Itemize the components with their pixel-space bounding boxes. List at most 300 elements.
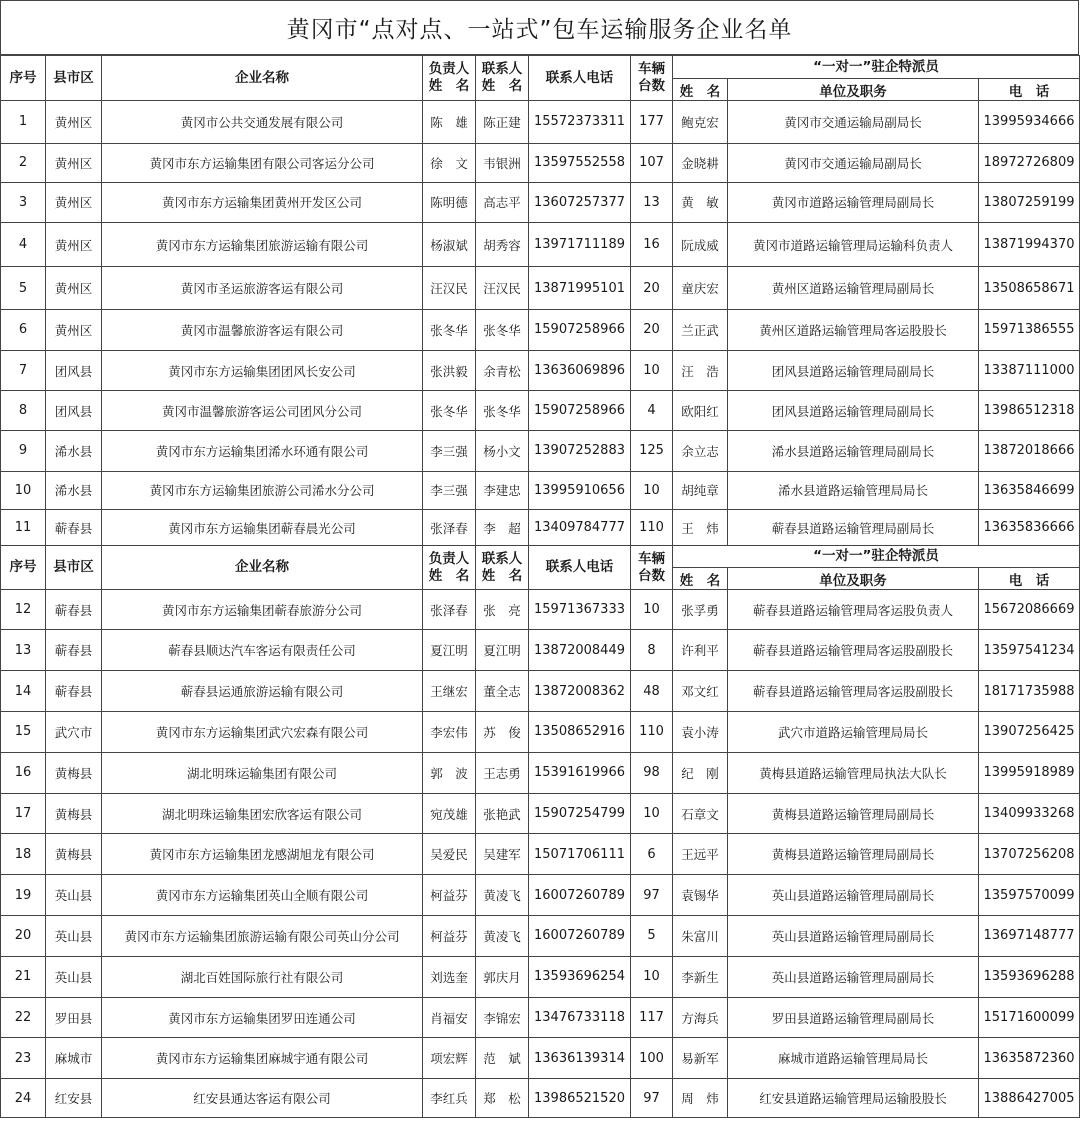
cell-envoy-phone: 13387111000 [979, 350, 1080, 391]
cell-seq: 5 [1, 267, 46, 310]
cell-vehicles: 10 [631, 956, 673, 997]
cell-manager: 陈明德 [423, 182, 476, 223]
cell-vehicles: 110 [631, 712, 673, 753]
cell-contact: 苏 俊 [476, 712, 529, 753]
header-contact [476, 546, 529, 590]
header-seq: 序号 [1, 546, 46, 590]
cell-phone: 15907258966 [529, 391, 631, 431]
cell-company: 湖北明珠运输集团宏欣客运有限公司 [102, 793, 423, 834]
cell-contact: 范 斌 [476, 1038, 529, 1079]
header-phone: 联系人电话 [529, 546, 631, 590]
cell-county: 黄州区 [46, 101, 102, 144]
cell-vehicles: 16 [631, 223, 673, 267]
header-manager [423, 56, 476, 101]
cell-seq: 8 [1, 391, 46, 431]
cell-envoy-phone: 13995918989 [979, 752, 1080, 793]
cell-county: 黄梅县 [46, 793, 102, 834]
cell-envoy-name: 方海兵 [673, 997, 728, 1038]
cell-company: 黄冈市东方运输集团蕲春旅游分公司 [102, 590, 423, 630]
cell-envoy-phone: 13872018666 [979, 430, 1080, 471]
cell-company: 黄冈市东方运输集团旅游运输有限公司英山分公司 [102, 916, 423, 957]
cell-company: 黄冈市东方运输集团旅游运输有限公司 [102, 223, 423, 267]
cell-envoy-name: 阮成威 [673, 223, 728, 267]
cell-phone: 13409784777 [529, 509, 631, 546]
cell-company: 黄冈市东方运输集团有限公司客运分公司 [102, 143, 423, 182]
cell-seq: 13 [1, 630, 46, 671]
header-contact-line1: 联系人 [481, 61, 523, 77]
cell-county: 蕲春县 [46, 590, 102, 630]
cell-contact: 汪汉民 [476, 267, 529, 310]
cell-phone: 13907252883 [529, 430, 631, 471]
cell-county: 蕲春县 [46, 671, 102, 712]
header-contact-line2: 姓 名 [481, 567, 523, 584]
header-row [1, 56, 1080, 79]
cell-phone: 16007260789 [529, 916, 631, 957]
cell-manager: 王继宏 [423, 671, 476, 712]
cell-company: 黄冈市东方运输集团黄州开发区公司 [102, 182, 423, 223]
cell-vehicles: 117 [631, 997, 673, 1038]
cell-seq: 10 [1, 471, 46, 509]
header-county: 县市区 [46, 546, 102, 590]
table-row [1, 630, 1080, 671]
cell-manager: 吴爱民 [423, 834, 476, 875]
header-company: 企业名称 [102, 56, 423, 101]
cell-vehicles: 13 [631, 182, 673, 223]
cell-envoy-phone: 13635872360 [979, 1038, 1080, 1079]
cell-manager: 李三强 [423, 471, 476, 509]
cell-county: 黄梅县 [46, 752, 102, 793]
table-row [1, 997, 1080, 1038]
cell-envoy-phone: 15971386555 [979, 309, 1080, 350]
header-vehicles [631, 546, 673, 590]
cell-phone: 13597552558 [529, 143, 631, 182]
cell-county: 黄州区 [46, 223, 102, 267]
cell-contact: 董全志 [476, 671, 529, 712]
cell-manager: 汪汉民 [423, 267, 476, 310]
cell-company: 黄冈市温馨旅游客运有限公司 [102, 309, 423, 350]
cell-manager: 张冬华 [423, 391, 476, 431]
cell-contact: 张 亮 [476, 590, 529, 630]
table-row [1, 916, 1080, 957]
cell-envoy-name: 石章文 [673, 793, 728, 834]
cell-county: 罗田县 [46, 997, 102, 1038]
cell-envoy-unit: 蕲春县道路运输管理局客运股负责人 [728, 590, 979, 630]
cell-contact: 郭庆月 [476, 956, 529, 997]
cell-company: 湖北明珠运输集团有限公司 [102, 752, 423, 793]
cell-envoy-unit: 黄冈市道路运输管理局副局长 [728, 182, 979, 223]
cell-company: 蕲春县运通旅游运输有限公司 [102, 671, 423, 712]
cell-phone: 13872008362 [529, 671, 631, 712]
cell-vehicles: 97 [631, 1079, 673, 1118]
cell-company: 黄冈市东方运输集团英山全顺有限公司 [102, 875, 423, 916]
header-envoy-phone: 电 话 [979, 79, 1080, 101]
table-row [1, 590, 1080, 630]
cell-manager: 柯益芬 [423, 916, 476, 957]
cell-contact: 余青松 [476, 350, 529, 391]
cell-envoy-name: 余立志 [673, 430, 728, 471]
cell-county: 黄州区 [46, 143, 102, 182]
cell-envoy-unit: 黄冈市交通运输局副局长 [728, 143, 979, 182]
table-row [1, 143, 1080, 182]
cell-seq: 24 [1, 1079, 46, 1118]
cell-company: 黄冈市圣运旅游客运有限公司 [102, 267, 423, 310]
cell-phone: 13476733118 [529, 997, 631, 1038]
cell-company: 红安县通达客运有限公司 [102, 1079, 423, 1118]
cell-envoy-unit: 黄梅县道路运输管理局执法大队长 [728, 752, 979, 793]
cell-company: 黄冈市东方运输集团麻城宇通有限公司 [102, 1038, 423, 1079]
cell-envoy-phone: 13807259199 [979, 182, 1080, 223]
cell-vehicles: 20 [631, 309, 673, 350]
header-envoy-phone: 电 话 [979, 568, 1080, 590]
table-row [1, 101, 1080, 144]
header-manager-line2: 姓 名 [428, 567, 470, 584]
table-row [1, 793, 1080, 834]
cell-envoy-name: 胡纯章 [673, 471, 728, 509]
table-row [1, 267, 1080, 310]
cell-vehicles: 8 [631, 630, 673, 671]
cell-phone: 15907254799 [529, 793, 631, 834]
cell-envoy-name: 汪 浩 [673, 350, 728, 391]
cell-envoy-phone: 18171735988 [979, 671, 1080, 712]
cell-vehicles: 177 [631, 101, 673, 144]
cell-seq: 23 [1, 1038, 46, 1079]
cell-envoy-name: 朱富川 [673, 916, 728, 957]
table-body [1, 56, 1080, 1118]
cell-county: 蕲春县 [46, 630, 102, 671]
cell-envoy-unit: 黄州区道路运输管理局客运股股长 [728, 309, 979, 350]
cell-manager: 李红兵 [423, 1079, 476, 1118]
cell-manager: 张冬华 [423, 309, 476, 350]
cell-seq: 20 [1, 916, 46, 957]
cell-envoy-unit: 麻城市道路运输管理局局长 [728, 1038, 979, 1079]
header-manager [423, 546, 476, 590]
document-title: 黄冈市“点对点、一站式”包车运输服务企业名单 [0, 0, 1079, 55]
table-row [1, 430, 1080, 471]
cell-envoy-name: 鲍克宏 [673, 101, 728, 144]
cell-vehicles: 6 [631, 834, 673, 875]
cell-vehicles: 10 [631, 471, 673, 509]
table-row [1, 712, 1080, 753]
cell-envoy-name: 兰正武 [673, 309, 728, 350]
cell-phone: 13593696254 [529, 956, 631, 997]
cell-phone: 15907258966 [529, 309, 631, 350]
cell-company: 黄冈市东方运输集团蕲春晨光公司 [102, 509, 423, 546]
cell-envoy-phone: 13871994370 [979, 223, 1080, 267]
cell-county: 红安县 [46, 1079, 102, 1118]
cell-seq: 12 [1, 590, 46, 630]
cell-contact: 黄凌飞 [476, 916, 529, 957]
header-contact-line2: 姓 名 [481, 78, 523, 94]
cell-manager: 张泽春 [423, 590, 476, 630]
cell-envoy-unit: 武穴市道路运输管理局局长 [728, 712, 979, 753]
cell-phone: 13971711189 [529, 223, 631, 267]
cell-envoy-name: 金晓耕 [673, 143, 728, 182]
cell-contact: 韦银洲 [476, 143, 529, 182]
cell-envoy-unit: 浠水县道路运输管理局副局长 [728, 430, 979, 471]
cell-envoy-phone: 13986512318 [979, 391, 1080, 431]
cell-envoy-name: 易新军 [673, 1038, 728, 1079]
cell-envoy-phone: 15672086669 [979, 590, 1080, 630]
cell-company: 黄冈市温馨旅游客运公司团风分公司 [102, 391, 423, 431]
cell-phone: 13986521520 [529, 1079, 631, 1118]
cell-vehicles: 107 [631, 143, 673, 182]
cell-contact: 夏江明 [476, 630, 529, 671]
cell-envoy-phone: 13697148777 [979, 916, 1080, 957]
cell-county: 黄州区 [46, 309, 102, 350]
cell-county: 蕲春县 [46, 509, 102, 546]
cell-contact: 李建忠 [476, 471, 529, 509]
cell-county: 英山县 [46, 916, 102, 957]
header-seq: 序号 [1, 56, 46, 101]
cell-manager: 夏江明 [423, 630, 476, 671]
cell-vehicles: 20 [631, 267, 673, 310]
cell-manager: 郭 波 [423, 752, 476, 793]
cell-county: 浠水县 [46, 430, 102, 471]
header-vehicles-line1: 车辆 [638, 550, 665, 567]
cell-phone: 16007260789 [529, 875, 631, 916]
table-row [1, 752, 1080, 793]
table-row [1, 875, 1080, 916]
cell-vehicles: 10 [631, 590, 673, 630]
cell-envoy-unit: 黄梅县道路运输管理局副局长 [728, 834, 979, 875]
header-manager-line2: 姓 名 [428, 78, 470, 94]
cell-envoy-name: 欧阳红 [673, 391, 728, 431]
cell-envoy-unit: 英山县道路运输管理局副局长 [728, 875, 979, 916]
header-vehicles-line1: 车辆 [638, 61, 665, 77]
cell-seq: 19 [1, 875, 46, 916]
cell-seq: 18 [1, 834, 46, 875]
cell-seq: 16 [1, 752, 46, 793]
cell-envoy-phone: 13635836666 [979, 509, 1080, 546]
cell-envoy-unit: 蕲春县道路运输管理局副局长 [728, 509, 979, 546]
cell-company: 蕲春县顺达汽车客运有限责任公司 [102, 630, 423, 671]
cell-envoy-unit: 英山县道路运输管理局副局长 [728, 916, 979, 957]
cell-envoy-name: 许利平 [673, 630, 728, 671]
cell-phone: 13636069896 [529, 350, 631, 391]
cell-envoy-phone: 13707256208 [979, 834, 1080, 875]
cell-phone: 13995910656 [529, 471, 631, 509]
cell-envoy-name: 周 炜 [673, 1079, 728, 1118]
cell-contact: 李锦宏 [476, 997, 529, 1038]
cell-envoy-name: 王 炜 [673, 509, 728, 546]
cell-phone: 13607257377 [529, 182, 631, 223]
cell-phone: 13872008449 [529, 630, 631, 671]
table-row [1, 671, 1080, 712]
cell-envoy-phone: 13593696288 [979, 956, 1080, 997]
cell-county: 浠水县 [46, 471, 102, 509]
cell-contact: 王志勇 [476, 752, 529, 793]
cell-phone: 15391619966 [529, 752, 631, 793]
cell-vehicles: 48 [631, 671, 673, 712]
cell-seq: 9 [1, 430, 46, 471]
cell-vehicles: 125 [631, 430, 673, 471]
header-company: 企业名称 [102, 546, 423, 590]
cell-company: 黄冈市东方运输集团罗田连通公司 [102, 997, 423, 1038]
cell-contact: 张艳武 [476, 793, 529, 834]
cell-vehicles: 4 [631, 391, 673, 431]
header-vehicles [631, 56, 673, 101]
cell-vehicles: 100 [631, 1038, 673, 1079]
cell-envoy-name: 李新生 [673, 956, 728, 997]
cell-contact: 杨小文 [476, 430, 529, 471]
cell-vehicles: 10 [631, 793, 673, 834]
cell-manager: 宛茂雄 [423, 793, 476, 834]
cell-company: 黄冈市东方运输集团旅游公司浠水分公司 [102, 471, 423, 509]
cell-phone: 13871995101 [529, 267, 631, 310]
cell-vehicles: 98 [631, 752, 673, 793]
cell-envoy-unit: 浠水县道路运输管理局局长 [728, 471, 979, 509]
cell-contact: 高志平 [476, 182, 529, 223]
cell-contact: 胡秀容 [476, 223, 529, 267]
cell-vehicles: 10 [631, 350, 673, 391]
table-row [1, 834, 1080, 875]
header-contact [476, 56, 529, 101]
cell-envoy-phone: 13995934666 [979, 101, 1080, 144]
header-county: 县市区 [46, 56, 102, 101]
cell-envoy-unit: 黄冈市道路运输管理局运输科负责人 [728, 223, 979, 267]
cell-envoy-unit: 蕲春县道路运输管理局客运股副股长 [728, 630, 979, 671]
cell-manager: 杨淑斌 [423, 223, 476, 267]
cell-seq: 6 [1, 309, 46, 350]
header-vehicles-line2: 台数 [638, 567, 665, 584]
cell-contact: 黄凌飞 [476, 875, 529, 916]
cell-seq: 1 [1, 101, 46, 144]
cell-envoy-unit: 黄冈市交通运输局副局长 [728, 101, 979, 144]
header-envoy-group: “一对一”驻企特派员 [673, 546, 1080, 568]
company-table [0, 55, 1080, 1118]
cell-manager: 刘选奎 [423, 956, 476, 997]
header-envoy-group: “一对一”驻企特派员 [673, 56, 1080, 79]
header-manager-line1: 负责人 [428, 61, 470, 77]
cell-envoy-phone: 13886427005 [979, 1079, 1080, 1118]
cell-seq: 21 [1, 956, 46, 997]
table-row [1, 350, 1080, 391]
cell-envoy-unit: 团风县道路运输管理局副局长 [728, 391, 979, 431]
table-row [1, 309, 1080, 350]
cell-manager: 李宏伟 [423, 712, 476, 753]
table-row [1, 391, 1080, 431]
header-row [1, 546, 1080, 568]
cell-seq: 2 [1, 143, 46, 182]
cell-manager: 柯益芬 [423, 875, 476, 916]
cell-seq: 7 [1, 350, 46, 391]
cell-seq: 3 [1, 182, 46, 223]
cell-envoy-unit: 蕲春县道路运输管理局客运股副股长 [728, 671, 979, 712]
cell-company: 黄冈市东方运输集团武穴宏森有限公司 [102, 712, 423, 753]
cell-manager: 徐 文 [423, 143, 476, 182]
cell-envoy-name: 王远平 [673, 834, 728, 875]
header-envoy-unit: 单位及职务 [728, 568, 979, 590]
cell-seq: 17 [1, 793, 46, 834]
cell-envoy-name: 黄 敏 [673, 182, 728, 223]
cell-contact: 吴建军 [476, 834, 529, 875]
cell-vehicles: 5 [631, 916, 673, 957]
header-phone: 联系人电话 [529, 56, 631, 101]
cell-envoy-name: 张孚勇 [673, 590, 728, 630]
cell-phone: 13508652916 [529, 712, 631, 753]
cell-county: 团风县 [46, 391, 102, 431]
header-manager-line1: 负责人 [428, 550, 470, 567]
cell-envoy-unit: 红安县道路运输管理局运输股股长 [728, 1079, 979, 1118]
table-row [1, 182, 1080, 223]
cell-seq: 4 [1, 223, 46, 267]
cell-county: 英山县 [46, 956, 102, 997]
table-row [1, 1038, 1080, 1079]
cell-county: 团风县 [46, 350, 102, 391]
cell-manager: 张洪毅 [423, 350, 476, 391]
cell-company: 黄冈市东方运输集团龙感湖旭龙有限公司 [102, 834, 423, 875]
cell-manager: 肖福安 [423, 997, 476, 1038]
table-row [1, 223, 1080, 267]
cell-envoy-phone: 13635846699 [979, 471, 1080, 509]
cell-county: 黄州区 [46, 267, 102, 310]
cell-manager: 李三强 [423, 430, 476, 471]
cell-contact: 郑 松 [476, 1079, 529, 1118]
cell-contact: 张冬华 [476, 309, 529, 350]
cell-envoy-name: 袁小涛 [673, 712, 728, 753]
cell-envoy-unit: 黄州区道路运输管理局副局长 [728, 267, 979, 310]
cell-company: 黄冈市东方运输集团浠水环通有限公司 [102, 430, 423, 471]
cell-envoy-phone: 18972726809 [979, 143, 1080, 182]
cell-phone: 15071706111 [529, 834, 631, 875]
header-contact-line1: 联系人 [481, 550, 523, 567]
cell-county: 麻城市 [46, 1038, 102, 1079]
cell-manager: 陈 雄 [423, 101, 476, 144]
cell-seq: 22 [1, 997, 46, 1038]
header-envoy-name: 姓 名 [673, 568, 728, 590]
cell-envoy-name: 袁锡华 [673, 875, 728, 916]
cell-county: 武穴市 [46, 712, 102, 753]
cell-envoy-phone: 13508658671 [979, 267, 1080, 310]
cell-manager: 项宏辉 [423, 1038, 476, 1079]
cell-phone: 15572373311 [529, 101, 631, 144]
cell-county: 英山县 [46, 875, 102, 916]
cell-envoy-phone: 13597541234 [979, 630, 1080, 671]
cell-county: 黄州区 [46, 182, 102, 223]
cell-vehicles: 97 [631, 875, 673, 916]
cell-contact: 张冬华 [476, 391, 529, 431]
cell-manager: 张泽春 [423, 509, 476, 546]
cell-envoy-phone: 13907256425 [979, 712, 1080, 753]
table-row [1, 471, 1080, 509]
cell-envoy-phone: 15171600099 [979, 997, 1080, 1038]
cell-envoy-unit: 团风县道路运输管理局副局长 [728, 350, 979, 391]
cell-envoy-name: 纪 刚 [673, 752, 728, 793]
cell-phone: 13636139314 [529, 1038, 631, 1079]
table-row [1, 509, 1080, 546]
cell-envoy-unit: 英山县道路运输管理局副局长 [728, 956, 979, 997]
cell-envoy-phone: 13597570099 [979, 875, 1080, 916]
cell-company: 黄冈市东方运输集团团风长安公司 [102, 350, 423, 391]
cell-company: 黄冈市公共交通发展有限公司 [102, 101, 423, 144]
cell-contact: 李 超 [476, 509, 529, 546]
cell-envoy-phone: 13409933268 [979, 793, 1080, 834]
cell-company: 湖北百姓国际旅行社有限公司 [102, 956, 423, 997]
header-envoy-unit: 单位及职务 [728, 79, 979, 101]
cell-seq: 15 [1, 712, 46, 753]
cell-county: 黄梅县 [46, 834, 102, 875]
cell-vehicles: 110 [631, 509, 673, 546]
header-envoy-name: 姓 名 [673, 79, 728, 101]
cell-phone: 15971367333 [529, 590, 631, 630]
table-row [1, 956, 1080, 997]
table-row [1, 1079, 1080, 1118]
cell-seq: 11 [1, 509, 46, 546]
cell-envoy-unit: 罗田县道路运输管理局副局长 [728, 997, 979, 1038]
cell-envoy-unit: 黄梅县道路运输管理局副局长 [728, 793, 979, 834]
cell-envoy-name: 邓文红 [673, 671, 728, 712]
cell-contact: 陈正建 [476, 101, 529, 144]
